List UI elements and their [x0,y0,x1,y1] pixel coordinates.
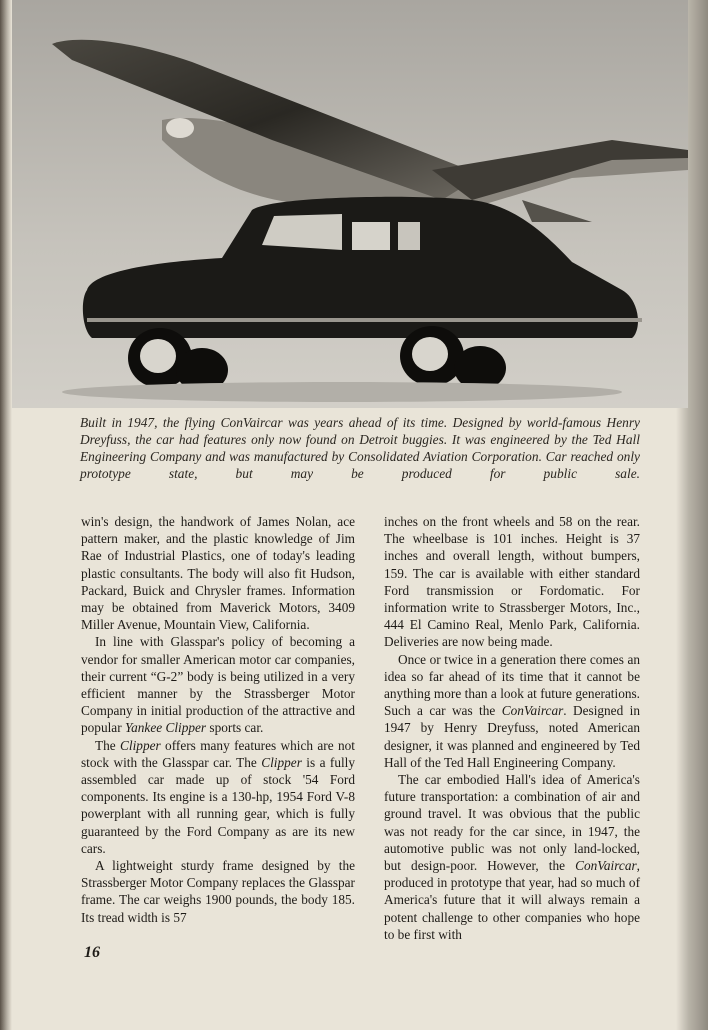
photo-caption: Built in 1947, the flying ConVaircar was years ahead of its time. Designed by world-famous Henry Dreyfuss, the car had features only now found on Detroit buggies. It was engineered by the Ted Hall Engineering Company and was manufactured by Consolidated Aviation Corporation. Car reached only prototype state, but may be produced for public sale. [80,415,640,481]
article-column-left [81,513,355,926]
paragraph: The car embodied Hall's idea of America's future transportation: a combination of air and ground travel. It was obvious that the public was not ready for the car since, in 1947, the automotive public was not only land-locked, but design-poor. However, the ConVaircar, produced in prototype that year, had so much of America's future that it will always remain a potent challenge to other companies who hope to be first with [384,772,640,942]
paragraph: Once or twice in a generation there comes an idea so far ahead of its time that it cannot be anything more than a look at future generations. Such a car was the ConVaircar. Designed in 1947 by Henry Dreyfuss, noted American designer, it was planned and engineered by Ted Hall of the Ted Hall Engineering Company. [384,651,640,770]
paragraph: In line with Glasspar's policy of becoming a vendor for smaller American motor car companies, their current “G-2” body is being utilized in a very efficient manner by the Strassberger Motor Company in initial production of the attractive and popular Yankee Clipper sports car. [81,634,355,736]
paragraph: win's design, the handwork of James Nolan, ace pattern maker, and the plastic knowledge of Jim Rae of Industrial Plastics, one of today's leading plastic consultants. The body will also fit Hudson, Packard, Buick and Chrysler frames. Information may be obtained from Maverick Motors, 3409 Miller Avenue, Mountain View, California. [81,514,355,633]
article-column-right [384,513,640,943]
convaircar-photo [12,0,688,408]
paragraph: inches on the front wheels and 58 on the rear. The wheelbase is 101 inches. Height is 37 inches and overall length, without bumpers, 159. The car is available with either standard Ford transmission or Fordomatic. For information write to Strassberger Motors, Inc., 444 El Camino Real, Menlo Park, California. Deliveries are now being made. [384,514,640,650]
paragraph: The Clipper offers many features which are not stock with the Glasspar car. The Clipper is a fully assembled car made up of stock '54 Ford components. Its engine is a 130-hp, 1954 Ford V-8 powerplant with all running gear, which is fully guaranteed by the Ford Company as are its new cars. [81,737,356,856]
paragraph: A lightweight sturdy frame designed by the Strassberger Motor Company replaces the Glasspar frame. The car weighs 1900 pounds, the body 185. Its tread width is 57 [81,858,355,925]
page-number: 16 [84,944,100,961]
binding-shadow [0,0,12,1030]
